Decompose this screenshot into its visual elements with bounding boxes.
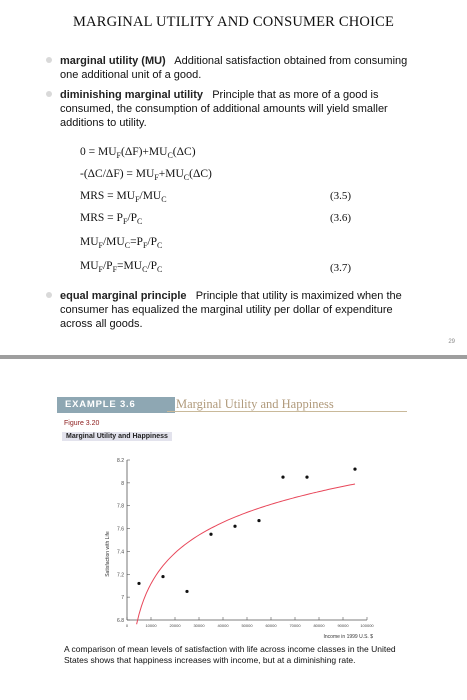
x-tick-label: 20000: [169, 623, 181, 628]
equation-6: $MU_F/P_F=MU_C/P_C$: [80, 260, 163, 274]
equation-text: 0 = MU: [80, 146, 117, 158]
example-title: Marginal Utility and Happiness: [176, 397, 334, 411]
equation-text: MRS = MU: [80, 190, 136, 202]
chart-ticks: [117, 458, 374, 628]
data-point: [161, 575, 164, 578]
equation-number-3-5: (3.5): [330, 190, 352, 202]
equation-number-3-7: (3.7): [330, 262, 352, 274]
y-tick-label: 7: [121, 595, 124, 602]
data-point: [353, 468, 356, 471]
x-tick-label: 30000: [193, 623, 205, 628]
equation-5: $MU_F/MU_C=P_F/P_C$: [80, 236, 163, 250]
slide-title: MARGINAL UTILITY AND CONSUMER CHOICE: [72, 14, 395, 30]
definition-text: Additional satisfaction obtained from consuming one additional unit of a good.: [60, 55, 408, 81]
equation-text: MU: [80, 260, 99, 272]
definition-text: Principle that as more of a good is consumed, the consumption of additional amounts will yield smaller additions to utility.: [60, 89, 388, 129]
data-point: [233, 525, 236, 528]
x-tick-label: 10000: [145, 623, 157, 628]
chart-points: [137, 468, 356, 593]
bullet-icon: [46, 91, 52, 97]
definition-term: equal marginal principle: [60, 290, 187, 302]
equation-text: MU: [80, 236, 99, 248]
bullet-icon: [46, 292, 52, 298]
y-tick-label: 7.8: [117, 503, 124, 510]
figure-caption: A comparison of mean levels of satisfaction with life across income classes in the United States shows that happiness increases with income, but at a diminishing rate.: [64, 644, 396, 665]
equation-number-3-6: (3.6): [330, 212, 352, 224]
definition-text: Principle that utility is maximized when the consumer has equalized the marginal utility per dollar of expenditure across all goods.: [60, 290, 402, 330]
chart-axes: [127, 460, 367, 620]
data-point: [257, 519, 260, 522]
equation-1: $0 = MU_F(\Delta F)+MU_C(\Delta C)$: [80, 146, 196, 160]
x-tick-label: 80000: [313, 623, 325, 628]
x-tick-label: 90000: [337, 623, 349, 628]
x-tick-label: 100000: [360, 623, 374, 628]
fit-curve: [137, 484, 355, 624]
x-tick-label: 60000: [265, 623, 277, 628]
y-tick-label: 8.2: [117, 458, 124, 464]
definition-term: marginal utility (MU): [60, 55, 166, 67]
data-point: [209, 533, 212, 536]
data-point: [305, 476, 308, 479]
y-axis-label: Satisfaction with Life: [105, 531, 111, 577]
x-axis-label: Income in 1999 U.S. $: [323, 634, 373, 640]
happiness-chart: [105, 450, 385, 645]
figure-title: Marginal Utility and Happiness: [62, 432, 172, 441]
equation-3: MRS = $MU_F/MU_C$: [80, 190, 167, 204]
definition-marginal-utility: [60, 54, 420, 82]
example-label: EXAMPLE 3.6: [57, 397, 175, 413]
y-tick-label: 7.6: [117, 526, 124, 533]
figure-label: Figure 3.20: [64, 420, 100, 427]
page-number: 29: [448, 339, 455, 345]
definition-diminishing-mu: [60, 88, 420, 130]
y-tick-label: 6.8: [117, 618, 124, 624]
y-tick-label: 7.2: [117, 572, 124, 579]
x-tick-label: 0: [125, 623, 129, 628]
x-tick-label: 70000: [289, 623, 301, 628]
data-point: [185, 590, 188, 593]
y-tick-label: 7.4: [117, 549, 124, 556]
data-point: [281, 476, 284, 479]
equation-4: MRS = $P_F/P_C$: [80, 212, 143, 226]
x-tick-label: 40000: [217, 623, 229, 628]
equation-text: MRS = P: [80, 212, 123, 224]
data-point: [137, 582, 140, 585]
chart-curve-layer: [137, 484, 355, 624]
y-tick-label: 8: [121, 480, 124, 487]
x-tick-label: 50000: [241, 623, 253, 628]
definition-term: diminishing marginal utility: [60, 89, 204, 101]
equation-text: -(ΔC/ΔF) = MU: [80, 168, 155, 180]
equation-2: $-(\Delta C/\Delta F) = MU_F+MU_C(\Delta C)$: [80, 168, 212, 182]
definition-equal-marginal: [60, 289, 420, 331]
bullet-icon: [46, 57, 52, 63]
